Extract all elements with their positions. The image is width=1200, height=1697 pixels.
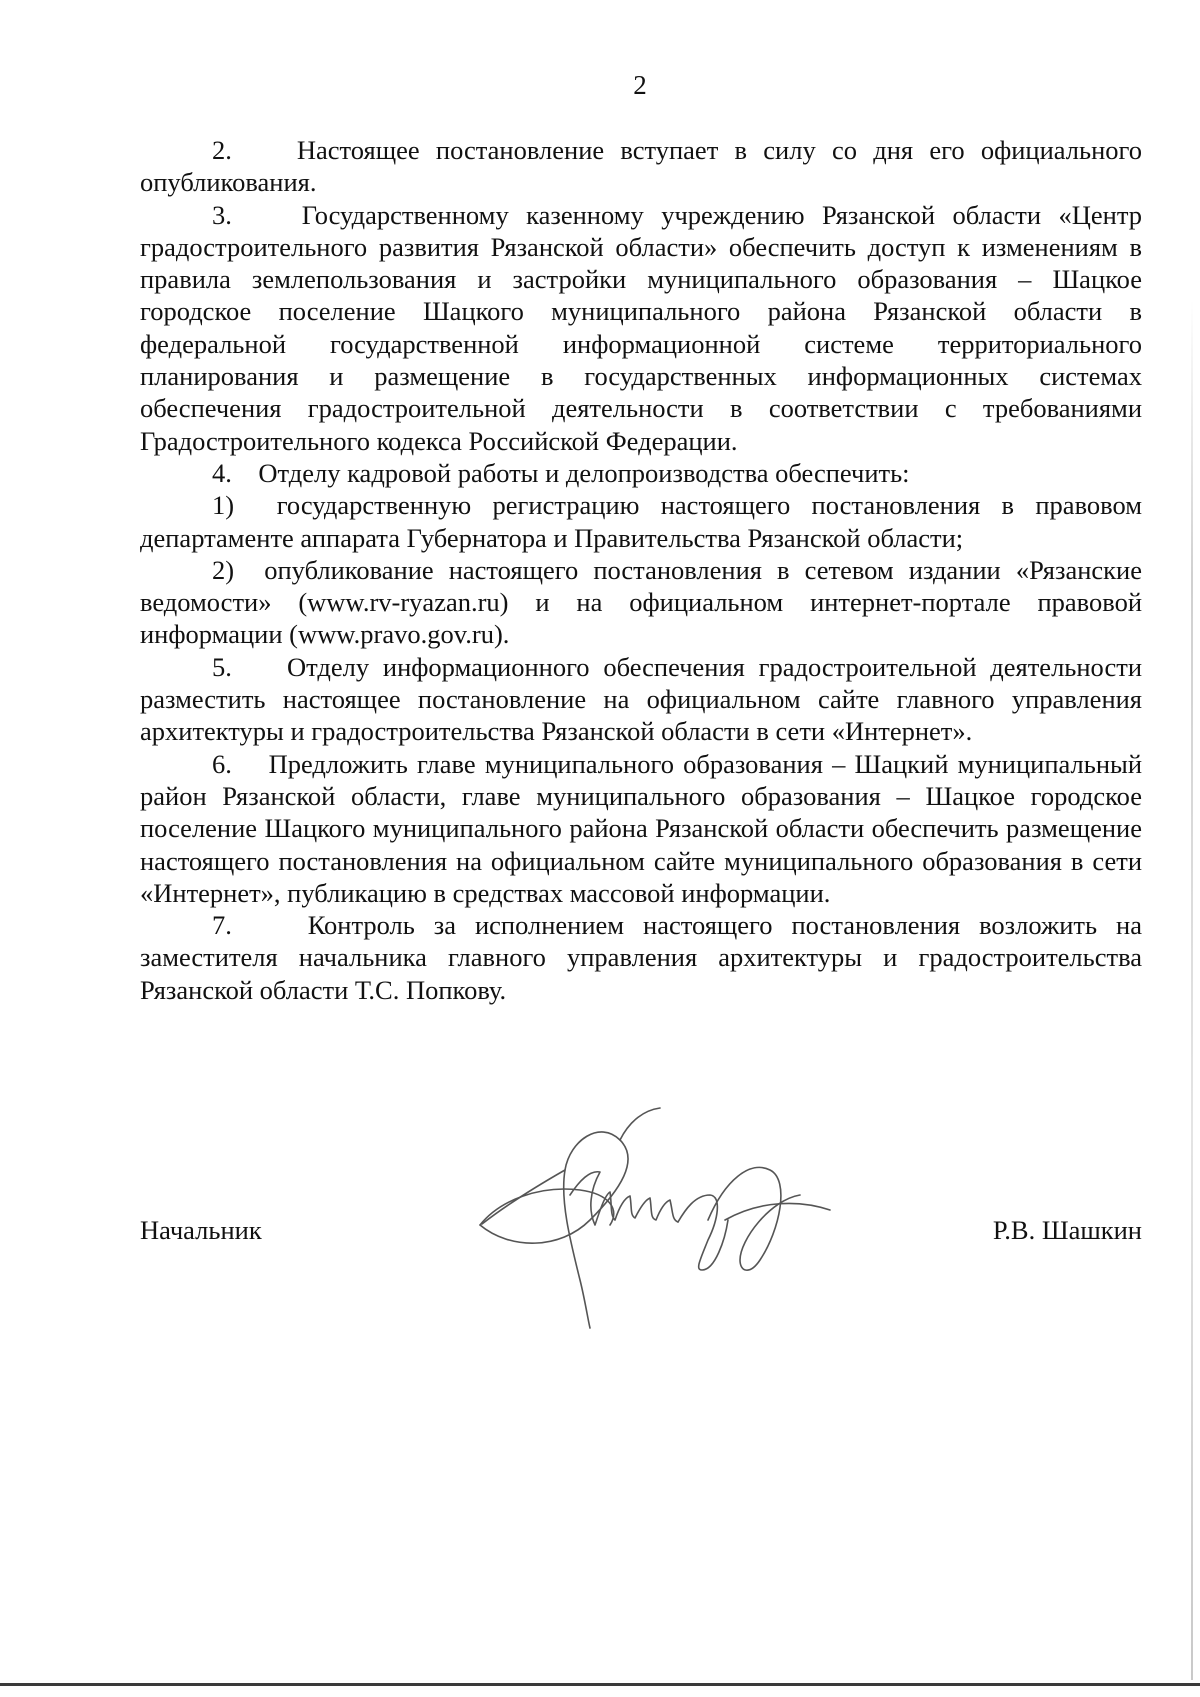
paragraph-7: 7. Контроль за исполнением настоящего постановления возложить на заместителя начальника главного управления архитектуры и градостроительства Рязанской области Т.С. Попкову. (140, 910, 1142, 1005)
signatory-name: Р.В. Шашкин (992, 1215, 1142, 1245)
page-number: 2 (633, 70, 647, 100)
paragraph-4-item-1: 1) государственную регистрацию настоящего постановления в правовом департаменте аппарата Губернатора и Правительства Рязанской области; (140, 490, 1142, 553)
paragraph-2: 2. Настоящее постановление вступает в силу со дня его официального опубликования. (140, 135, 1142, 198)
scan-bottom-edge (0, 1683, 1200, 1686)
paragraph-6: 6. Предложить главе муниципального образования – Шацкий муниципальный район Рязанской области, главе муниципального образования – Шацкое городское поселение Шацкого муниципального района Рязанской области обеспечить размещение настоящего постановления на официальном сайте муниципального образования в сети «Интернет», публикацию в средствах массовой информации. (140, 748, 1142, 908)
paragraph-4: 4. Отделу кадровой работы и делопроизводства обеспечить: (212, 457, 910, 488)
paragraph-3: 3. Государственному казенному учреждению Рязанской области «Центр градостроительного развития Рязанской области» обеспечить доступ к изменениям в правила землепользования и застройки муниципального образования – Шацкое городское поселение Шацкого муниципального района Рязанской области в федеральной государственной информационной системе территориального планирования и размещение в государственных информационных системах обеспечения градостроительной деятельности в соответствии с требованиями Градостроительного кодекса Российской Федерации. (140, 199, 1142, 456)
signatory-title: Начальник (140, 1215, 262, 1245)
document-body (140, 134, 1142, 1006)
paragraph-4-item-2: 2) опубликование настоящего постановления в сетевом издании «Рязанские ведомости» (www.rv-ryazan.ru) и на официальном интернет-портале правовой информации (www.pravo.gov.ru). (140, 554, 1142, 650)
signature-block (140, 1215, 1142, 1255)
paragraph-5: 5. Отделу информационного обеспечения градостроительной деятельности разместить настоящее постановление на официальном сайте главного управления архитектуры и градостроительства Рязанской области в сети «Интернет». (140, 651, 1142, 747)
scan-edge-shadow (1191, 300, 1193, 1680)
